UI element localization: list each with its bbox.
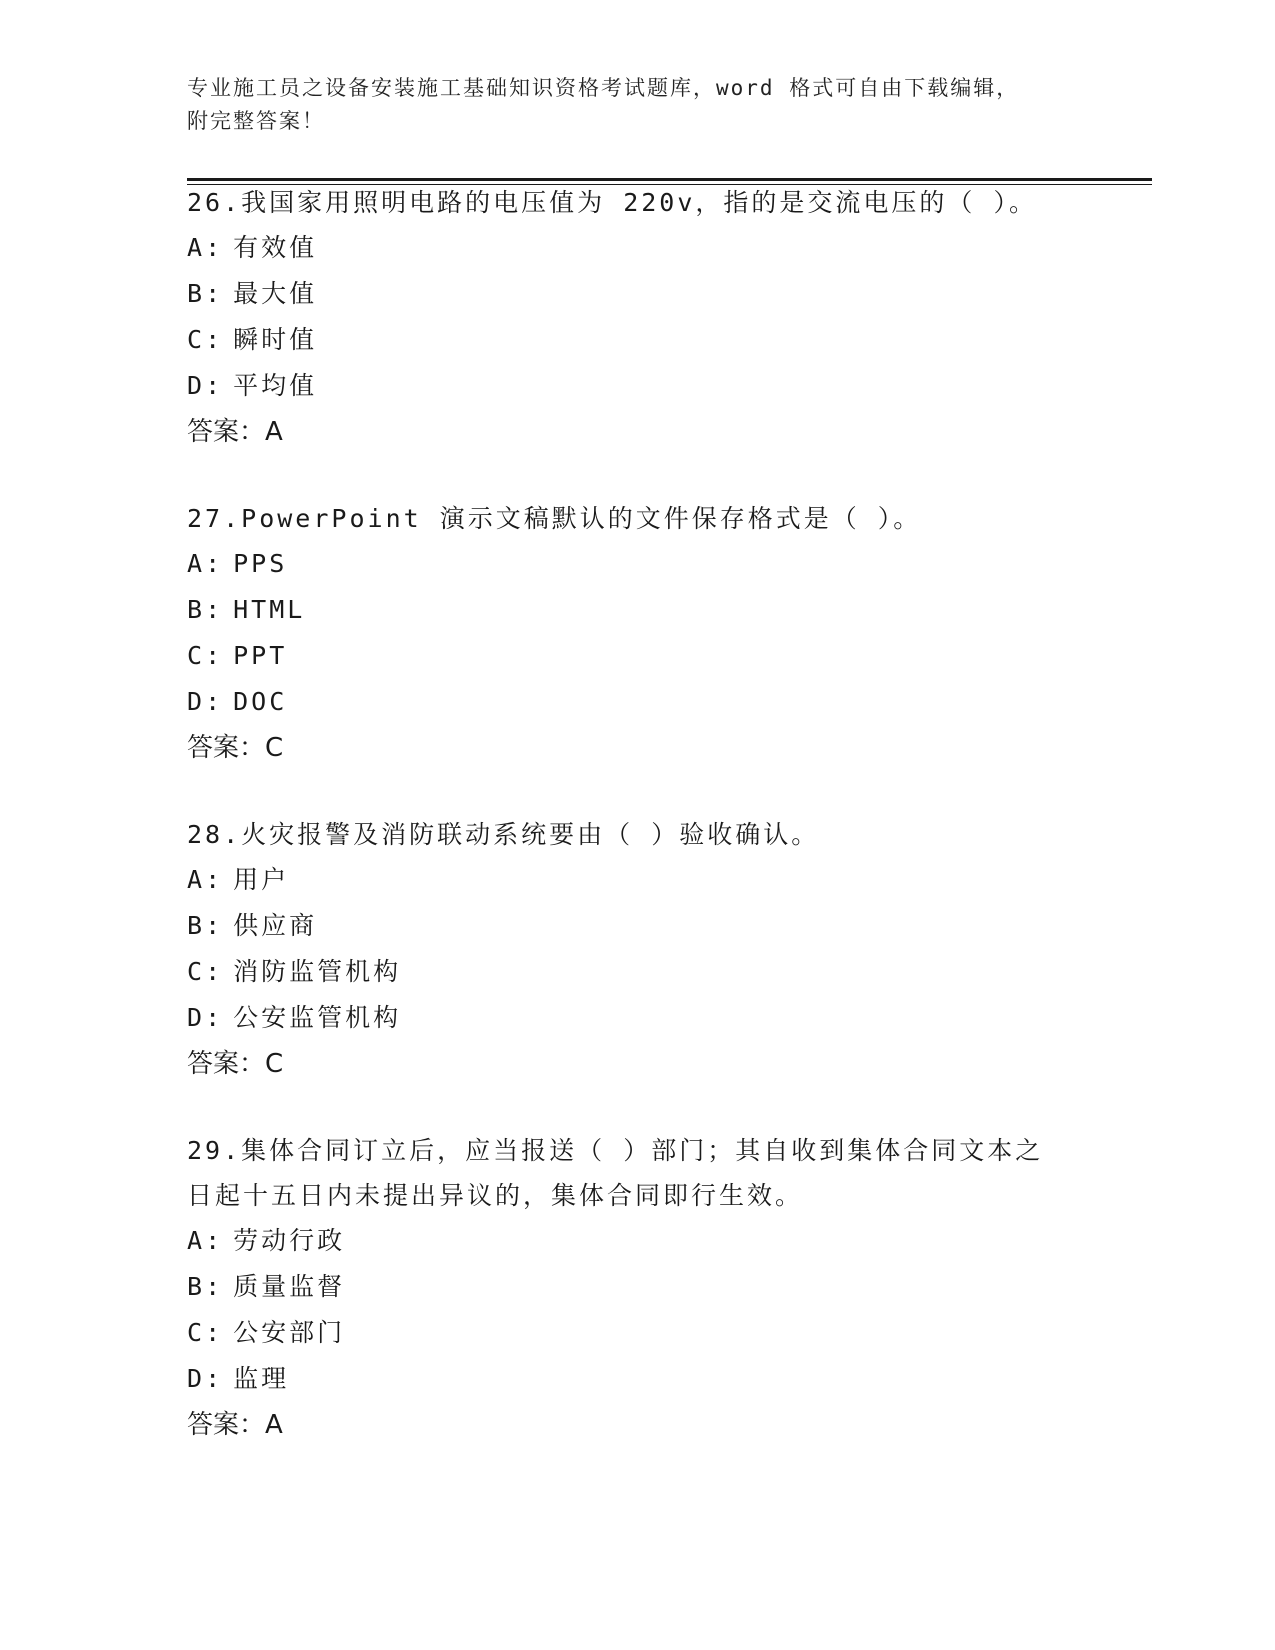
answer-value: C	[265, 733, 284, 763]
question-stem: 26.我国家用照明电路的电压值为 220v，指的是交流电压的（ ）。	[187, 188, 1037, 217]
option-d: D: DOC	[187, 687, 288, 716]
option-a: A: 用户	[187, 865, 290, 894]
option-b: B: 供应商	[187, 911, 318, 940]
question-27	[187, 496, 1067, 771]
document-header	[187, 72, 1087, 138]
option-a: A: 劳动行政	[187, 1226, 346, 1255]
header-line-1: 专业施工员之设备安装施工基础知识资格考试题库，word 格式可自由下载编辑，	[187, 76, 1020, 100]
option-d: D: 监理	[187, 1364, 290, 1393]
answer-value: A	[265, 417, 283, 447]
option-a: A: PPS	[187, 549, 288, 578]
option-d: D: 平均值	[187, 371, 318, 400]
header-line-2: 附完整答案！	[187, 109, 325, 133]
option-c: C: 消防监管机构	[187, 957, 402, 986]
question-stem: 29.集体合同订立后，应当报送（ ）部门；其自收到集体合同文本之日起十五日内未提出异议的，集体合同即行生效。	[187, 1136, 1044, 1210]
option-c: C: 公安部门	[187, 1318, 346, 1347]
question-28	[187, 812, 1067, 1087]
option-b: B: 质量监督	[187, 1272, 346, 1301]
question-26	[187, 180, 1067, 455]
question-29	[187, 1128, 1067, 1448]
answer-value: C	[265, 1049, 284, 1079]
option-b: B: 最大值	[187, 279, 318, 308]
option-d: D: 公安监管机构	[187, 1003, 402, 1032]
question-stem: 27.PowerPoint 演示文稿默认的文件保存格式是（ ）。	[187, 504, 922, 533]
option-c: C: PPT	[187, 641, 288, 670]
option-a: A: 有效值	[187, 233, 318, 262]
answer-line: 答案：C	[187, 733, 284, 763]
option-b: B: HTML	[187, 595, 306, 624]
question-stem: 28.火灾报警及消防联动系统要由（ ）验收确认。	[187, 820, 820, 849]
answer-line: 答案：C	[187, 1049, 284, 1079]
answer-line: 答案：A	[187, 1410, 283, 1440]
answer-line: 答案：A	[187, 417, 283, 447]
option-c: C: 瞬时值	[187, 325, 318, 354]
answer-value: A	[265, 1410, 283, 1440]
